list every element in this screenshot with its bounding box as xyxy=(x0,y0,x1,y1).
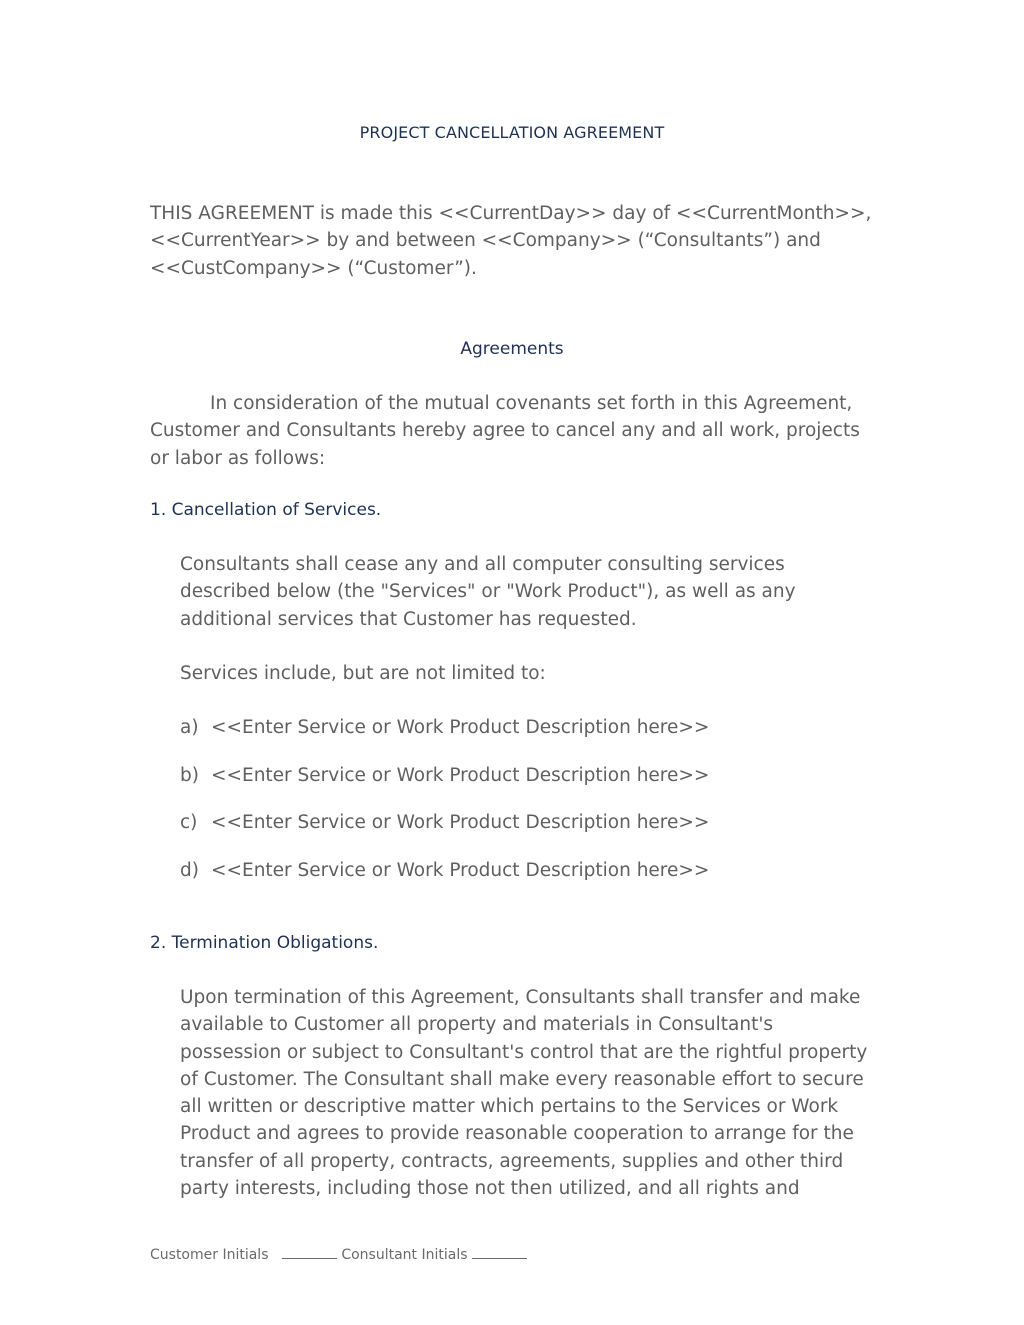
consideration-paragraph xyxy=(150,390,880,472)
consideration-text: In consideration of the mutual covenants set forth in this Agreement, Customer and Consultants hereby agree to cancel any and all work, projects or labor as follows: xyxy=(150,393,860,469)
document-title: PROJECT CANCELLATION AGREEMENT xyxy=(359,123,665,142)
initials-footer xyxy=(150,1246,527,1263)
customer-initials-line xyxy=(282,1246,337,1259)
intro-paragraph: THIS AGREEMENT is made this <<CurrentDay>> day of <<CurrentMonth>>, <<CurrentYear>> by and between <<Company>> (“Consultants”) and <<CustCompany>> (“Customer”). xyxy=(150,203,872,279)
list-item-text: <<Enter Service or Work Product Description here>> xyxy=(211,859,710,881)
list-marker: b) xyxy=(180,764,199,786)
section-2-paragraph: Upon termination of this Agreement, Consultants shall transfer and make available to Customer all property and materials in Consultant's possession or subject to Consultant's control that are the rightful property of Customer. The Consultant shall make every reasonable effort to secure all written or descriptive matter which pertains to the Services or Work Product and agrees to provide reasonable cooperation to arrange for the transfer of all property, contracts, agreements, supplies and other third party interests, including those not then utilized, and all rights and xyxy=(180,987,868,1200)
section-1-includes: Services include, but are not limited to: xyxy=(180,663,546,684)
consultant-initials-line xyxy=(472,1246,527,1259)
list-marker: c) xyxy=(180,812,198,833)
section-1-heading: 1. Cancellation of Services. xyxy=(150,500,382,520)
services-list xyxy=(180,714,880,904)
list-item xyxy=(180,857,880,905)
section-1-paragraph: Consultants shall cease any and all computer consulting services described below (the "Services" or "Work Product"), as well as any additional services that Customer has requested. xyxy=(180,554,796,630)
section-2-heading: 2. Termination Obligations. xyxy=(150,933,379,953)
list-item xyxy=(180,714,880,762)
customer-initials-label: Customer Initials xyxy=(150,1247,269,1263)
list-marker: a) xyxy=(180,717,199,738)
list-marker: d) xyxy=(180,859,199,881)
list-item-text: <<Enter Service or Work Product Description here>> xyxy=(211,717,710,738)
list-item xyxy=(180,762,880,810)
agreements-heading: Agreements xyxy=(460,339,564,359)
list-item xyxy=(180,809,880,857)
list-item-text: <<Enter Service or Work Product Description here>> xyxy=(211,812,710,833)
consultant-initials-label: Consultant Initials xyxy=(341,1247,468,1263)
list-item-text: <<Enter Service or Work Product Description here>> xyxy=(211,764,710,786)
